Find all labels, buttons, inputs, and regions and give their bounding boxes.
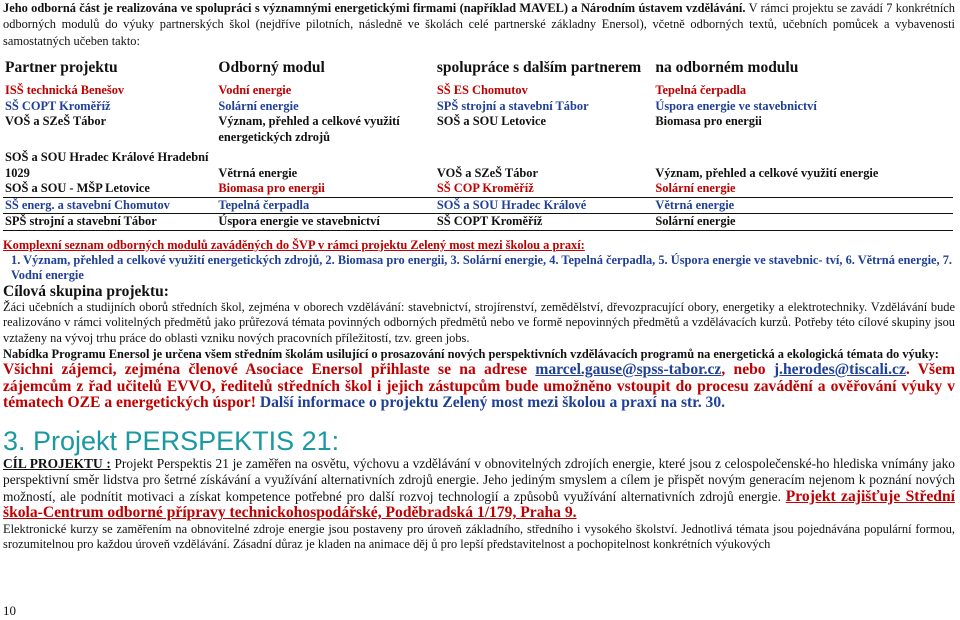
- table-row: [3, 145, 953, 181]
- cell: SŠ energ. a stavební Chomutov: [3, 197, 216, 214]
- contact-paragraph: [3, 362, 955, 412]
- cell: Solární energie: [653, 181, 953, 197]
- cell: Solární energie: [218, 98, 299, 113]
- cell: Tepelná čerpadla: [655, 83, 747, 98]
- cell: SPŠ strojní a stavební Tábor: [3, 214, 216, 231]
- header-on-module: na odborném modulu: [655, 59, 799, 77]
- intro-bold: Jeho odborná část je realizována ve spolupráci s významnými energetickými firmami (například MAVEL) a Národním ústavem vzdělávání.: [3, 1, 746, 15]
- table-row: [3, 181, 953, 197]
- cell: SOŠ a SOU Letovice: [436, 114, 546, 129]
- cell: Solární energie: [653, 214, 953, 231]
- cell: SŠ COP Kroměříž: [435, 181, 653, 197]
- target-group-paragraph: Žáci učebních a studijních oborů středních škol, zejména v oborech vzdělávání: stavebnictví, strojírenství, zemědělství, dřevozpracující obory, energetiky a elektrotechniky. Vzdělávání bude realizováno v rámci volitelných předmětů jako průřezová témata povinných odborných předmětů nebo ve formě nepovinných předmětů a vzdělávacích kurzů. Potřeby této cílové skupiny jsou vztaženy na vývoj trhu práce do oblasti vzniku nových pracovních příležitostí, tzv. green jobs.: [3, 299, 955, 345]
- cell: VOŠ a SZeŠ Tábor: [436, 165, 538, 180]
- cell: Úspora energie ve stavebnictví: [216, 214, 435, 231]
- table-row: [3, 99, 953, 115]
- cell: Větrná energie: [653, 197, 953, 214]
- header-module: Odborný modul: [218, 59, 325, 77]
- cell: SOŠ a SOU Hradec Králové Hradební 1029: [5, 150, 209, 180]
- cell: SOŠ a SOU Hradec Králové: [435, 197, 653, 214]
- page-number: 10: [3, 603, 16, 618]
- cell: Vodní energie: [218, 83, 292, 98]
- cell: SPŠ strojní a stavební Tábor: [436, 98, 589, 113]
- table-header-row: [3, 55, 953, 83]
- table-row: [3, 197, 953, 214]
- cell: Větrná energie: [218, 165, 298, 180]
- modules-list: 1. Význam, přehled a celkové využití energetických zdrojů, 2. Biomasa pro energii, 3. Solární energie, 4. Tepelná čerpadla, 5. Úspora energie ve stavebnic- tví, 6. Větrná energie, 7. Vodní energie: [11, 252, 953, 282]
- contact-text-b: , nebo: [721, 361, 774, 379]
- intro-paragraph: [3, 0, 955, 49]
- cell: SŠ COPT Kroměříž: [5, 98, 111, 113]
- cell: SŠ COPT Kroměříž: [435, 214, 653, 231]
- cell: Tepelná čerpadla: [216, 197, 435, 214]
- section-title-perspektis: 3. Projekt PERSPEKTIS 21:: [3, 425, 340, 456]
- cell: SOŠ a SOU - MŠP Letovice: [3, 181, 216, 197]
- table-row: [3, 83, 953, 99]
- project-provider-highlight: Projekt zajišťuje Střední škola-Centrum odborné přípravy technickohospodářské, Poděbradská 1/179, Praha 9.: [3, 487, 955, 522]
- cell: Úspora energie ve stavebnictví: [655, 98, 817, 113]
- cell: ISŠ technická Benešov: [5, 83, 125, 98]
- header-cooperation: spolupráce s dalším partnerem: [436, 59, 642, 77]
- modules-list-heading: Komplexní seznam odborných modulů zaváděných do ŠVP v rámci projektu Zelený most mezi školou a praxí:: [3, 237, 585, 252]
- intro-text: V rámci projektu se zavádí 7 konkrétních odborných modulů do výuky partnerských škol (nejdříve pilotních, následně ve školách celé partnerské základny Enersol), včetně odborných textů, učebních pomůcek a vybavenosti samostatných učeben takto:: [3, 1, 955, 48]
- email-link-gause[interactable]: marcel.gause@spss-tabor.cz: [535, 361, 722, 379]
- project-goal-label: CÍL PROJEKTU :: [3, 455, 111, 471]
- contact-text-c: . Všem zájemcům z řad učitelů EVVO, ředitelů středních škol i jejich zástupcům bude umožněno vstoupit do procesu zavádění a ověřování výuky v tématech OZE a energetických úspor!: [3, 361, 955, 412]
- contact-text-a: Všichni zájemci, zejména členové Asociace Enersol přihlaste se na adrese: [3, 361, 536, 379]
- more-info-text: Další informace o projektu Zelený most mezi školou a praxí na str. 30.: [259, 394, 726, 412]
- cell: SŠ ES Chomutov: [436, 83, 528, 98]
- cell: Biomasa pro energii: [655, 114, 762, 129]
- partners-table: [3, 55, 953, 231]
- project-goal-text: Projekt Perspektis 21 je zaměřen na osvětu, výchovu a vzdělávání v obnovitelných zdrojích energie, které jsou z celospolečenské-ho hlediska vnímány jako perspektivní směr lidstva pro šetrné získávání a využívání alternativních zdrojů energie. Jeho jediným smyslem a cílem je přispět novým generacím nejenom k poznání nových možností, ale podnítit motivaci a získat kompetence potřebné pro další rozvoj technologií a způsobů využívání alternativních zdrojů energie.: [3, 455, 956, 504]
- project-goal-paragraph: [3, 456, 955, 522]
- cell: Význam, přehled a celkové využití energie: [655, 165, 879, 180]
- header-partner: Partner projektu: [5, 59, 118, 77]
- enersol-offer-paragraph: Nabídka Programu Enersol je určena všem středním školám usilující o prosazování nových perspektivních vzdělávacích programů na energetická a ekologická témata do výuky:: [3, 346, 939, 361]
- courses-paragraph: Elektronické kurzy se zaměřením na obnovitelné zdroje energie jsou postaveny pro úroveň základního, středního i vysokého školství. Jednotlivá témata jsou pojednávána populární formou, srozumitelnou pro každou úroveň vzdělávání. Zásadní důraz je kladen na animace děj ů pro lepší představitelnost a pochopitelnost konkrétních výukových: [3, 521, 955, 552]
- document-page: [3, 0, 955, 553]
- table-row: [3, 214, 953, 231]
- cell: Biomasa pro energii: [216, 181, 435, 197]
- target-group-heading: Cílová skupina projektu:: [3, 282, 169, 300]
- cell: Význam, přehled a celkové využití energetických zdrojů: [218, 114, 400, 144]
- email-link-herodes[interactable]: j.herodes@tiscali.cz: [773, 361, 906, 379]
- table-row: [3, 114, 953, 145]
- cell: VOŠ a SZeŠ Tábor: [5, 114, 107, 129]
